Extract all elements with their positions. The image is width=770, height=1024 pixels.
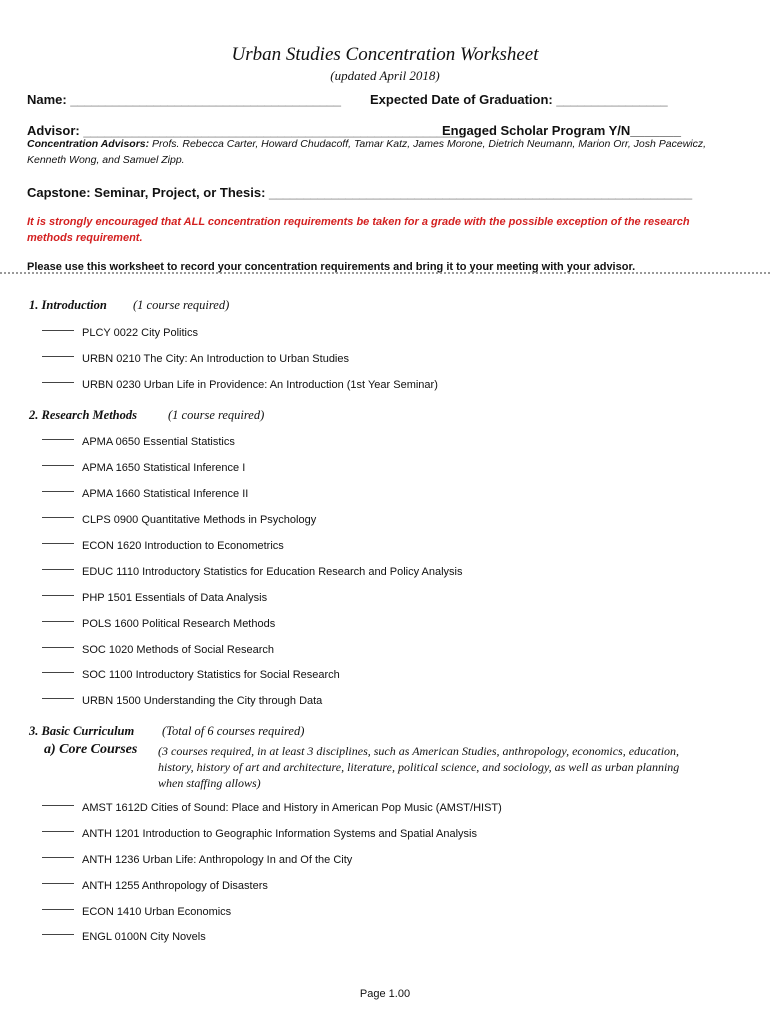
course-checkline[interactable] xyxy=(42,569,74,570)
advisors-note-text: Profs. Rebecca Carter, Howard Chudacoff, Tamar Katz, James Morone, Dietrich Neumann, Marion Orr, Josh Pacewicz, xyxy=(149,138,707,150)
section-introduction-title: 1. Introduction xyxy=(29,298,107,312)
advisors-note-line1 xyxy=(27,138,706,150)
name-row xyxy=(27,92,341,107)
course-item[interactable]: APMA 1660 Statistical Inference II xyxy=(42,488,248,504)
course-item[interactable]: APMA 1650 Statistical Inference I xyxy=(42,462,245,478)
course-item[interactable]: AMST 1612D Cities of Sound: Place and History in American Pop Music (AMST/HIST) xyxy=(42,802,502,818)
advisors-note-label: Concentration Advisors: xyxy=(27,138,150,150)
course-checkline[interactable] xyxy=(42,934,74,935)
course-checkline[interactable] xyxy=(42,672,74,673)
course-item[interactable]: ANTH 1236 Urban Life: Anthropology In and Of the City xyxy=(42,854,352,870)
advisor-label: Advisor: xyxy=(27,123,80,138)
course-checkline[interactable] xyxy=(42,356,74,357)
course-item[interactable]: SOC 1100 Introductory Statistics for Social Research xyxy=(42,669,340,685)
page-title: Urban Studies Concentration Worksheet xyxy=(231,44,539,65)
course-checkline[interactable] xyxy=(42,621,74,622)
course-item[interactable]: ECON 1410 Urban Economics xyxy=(42,906,231,922)
graduation-row xyxy=(370,92,667,107)
page-number: Page 1.00 xyxy=(359,988,411,1000)
advisor-row xyxy=(27,123,465,138)
course-item[interactable]: PLCY 0022 City Politics xyxy=(42,327,198,343)
course-checkline[interactable] xyxy=(42,698,74,699)
course-item[interactable]: SOC 1020 Methods of Social Research xyxy=(42,644,274,660)
core-courses-requirement: (3 courses required, in at least 3 disciplines, such as American Studies, anthropology, economics, education, history, history of art and architecture, literature, political science, and sociology, as well as urban planning when staffing allows) xyxy=(158,744,680,790)
course-item[interactable]: URBN 0230 Urban Life in Providence: An Introduction (1st Year Seminar) xyxy=(42,379,438,395)
dotted-divider xyxy=(0,272,770,274)
course-checkline[interactable] xyxy=(42,439,74,440)
course-checkline[interactable] xyxy=(42,647,74,648)
course-checkline[interactable] xyxy=(42,382,74,383)
course-checkline[interactable] xyxy=(42,543,74,544)
section-research-methods-requirement: (1 course required) xyxy=(168,408,265,422)
section-basic-curriculum-title: 3. Basic Curriculum xyxy=(29,724,135,738)
course-checkline[interactable] xyxy=(42,491,74,492)
course-checkline[interactable] xyxy=(42,595,74,596)
course-item[interactable]: ANTH 1201 Introduction to Geographic Information Systems and Spatial Analysis xyxy=(42,828,477,844)
course-checkline[interactable] xyxy=(42,857,74,858)
section-research-methods-title: 2. Research Methods xyxy=(29,408,137,422)
course-item[interactable]: ENGL 0100N City Novels xyxy=(42,931,206,947)
engaged-scholar-field[interactable]: Engaged Scholar Program Y/N_______ xyxy=(442,123,681,138)
section-introduction-requirement: (1 course required) xyxy=(133,298,230,312)
course-item[interactable]: ECON 1620 Introduction to Econometrics xyxy=(42,540,284,556)
graduation-field[interactable]: ________________ xyxy=(556,92,668,107)
course-checkline[interactable] xyxy=(42,805,74,806)
course-checkline[interactable] xyxy=(42,330,74,331)
capstone-row xyxy=(27,185,692,200)
name-label: Name: xyxy=(27,92,67,107)
instruction-text: Please use this worksheet to record your concentration requirements and bring it to your meeting with your advisor. xyxy=(27,261,636,273)
name-field[interactable]: _______________________________________ xyxy=(70,92,341,107)
course-item[interactable]: URBN 1500 Understanding the City through Data xyxy=(42,695,322,711)
advisors-note-line2: Kenneth Wong, and Samuel Zipp. xyxy=(27,154,185,166)
page-subtitle: (updated April 2018) xyxy=(330,68,440,83)
course-item[interactable]: PHP 1501 Essentials of Data Analysis xyxy=(42,592,267,608)
course-item[interactable]: CLPS 0900 Quantitative Methods in Psychology xyxy=(42,514,316,530)
course-item[interactable]: POLS 1600 Political Research Methods xyxy=(42,618,275,634)
grade-warning: It is strongly encouraged that ALL concentration requirements be taken for a grade with the possible exception of the research methods requirement. xyxy=(27,216,690,244)
advisor-field[interactable]: _______________________________________________________ xyxy=(83,123,465,138)
course-item[interactable]: APMA 0650 Essential Statistics xyxy=(42,436,235,452)
course-checkline[interactable] xyxy=(42,909,74,910)
section-basic-curriculum-requirement: (Total of 6 courses required) xyxy=(162,724,305,738)
capstone-field[interactable]: _____________________________________________________________ xyxy=(269,185,692,200)
graduation-label: Expected Date of Graduation: xyxy=(370,92,553,107)
course-item[interactable]: EDUC 1110 Introductory Statistics for Education Research and Policy Analysis xyxy=(42,566,463,582)
course-checkline[interactable] xyxy=(42,831,74,832)
course-item[interactable]: URBN 0210 The City: An Introduction to Urban Studies xyxy=(42,353,349,369)
capstone-label: Capstone: Seminar, Project, or Thesis: xyxy=(27,185,266,200)
course-checkline[interactable] xyxy=(42,883,74,884)
course-item[interactable]: ANTH 1255 Anthropology of Disasters xyxy=(42,880,268,896)
core-courses-title: a) Core Courses xyxy=(44,742,138,757)
course-checkline[interactable] xyxy=(42,465,74,466)
course-checkline[interactable] xyxy=(42,517,74,518)
